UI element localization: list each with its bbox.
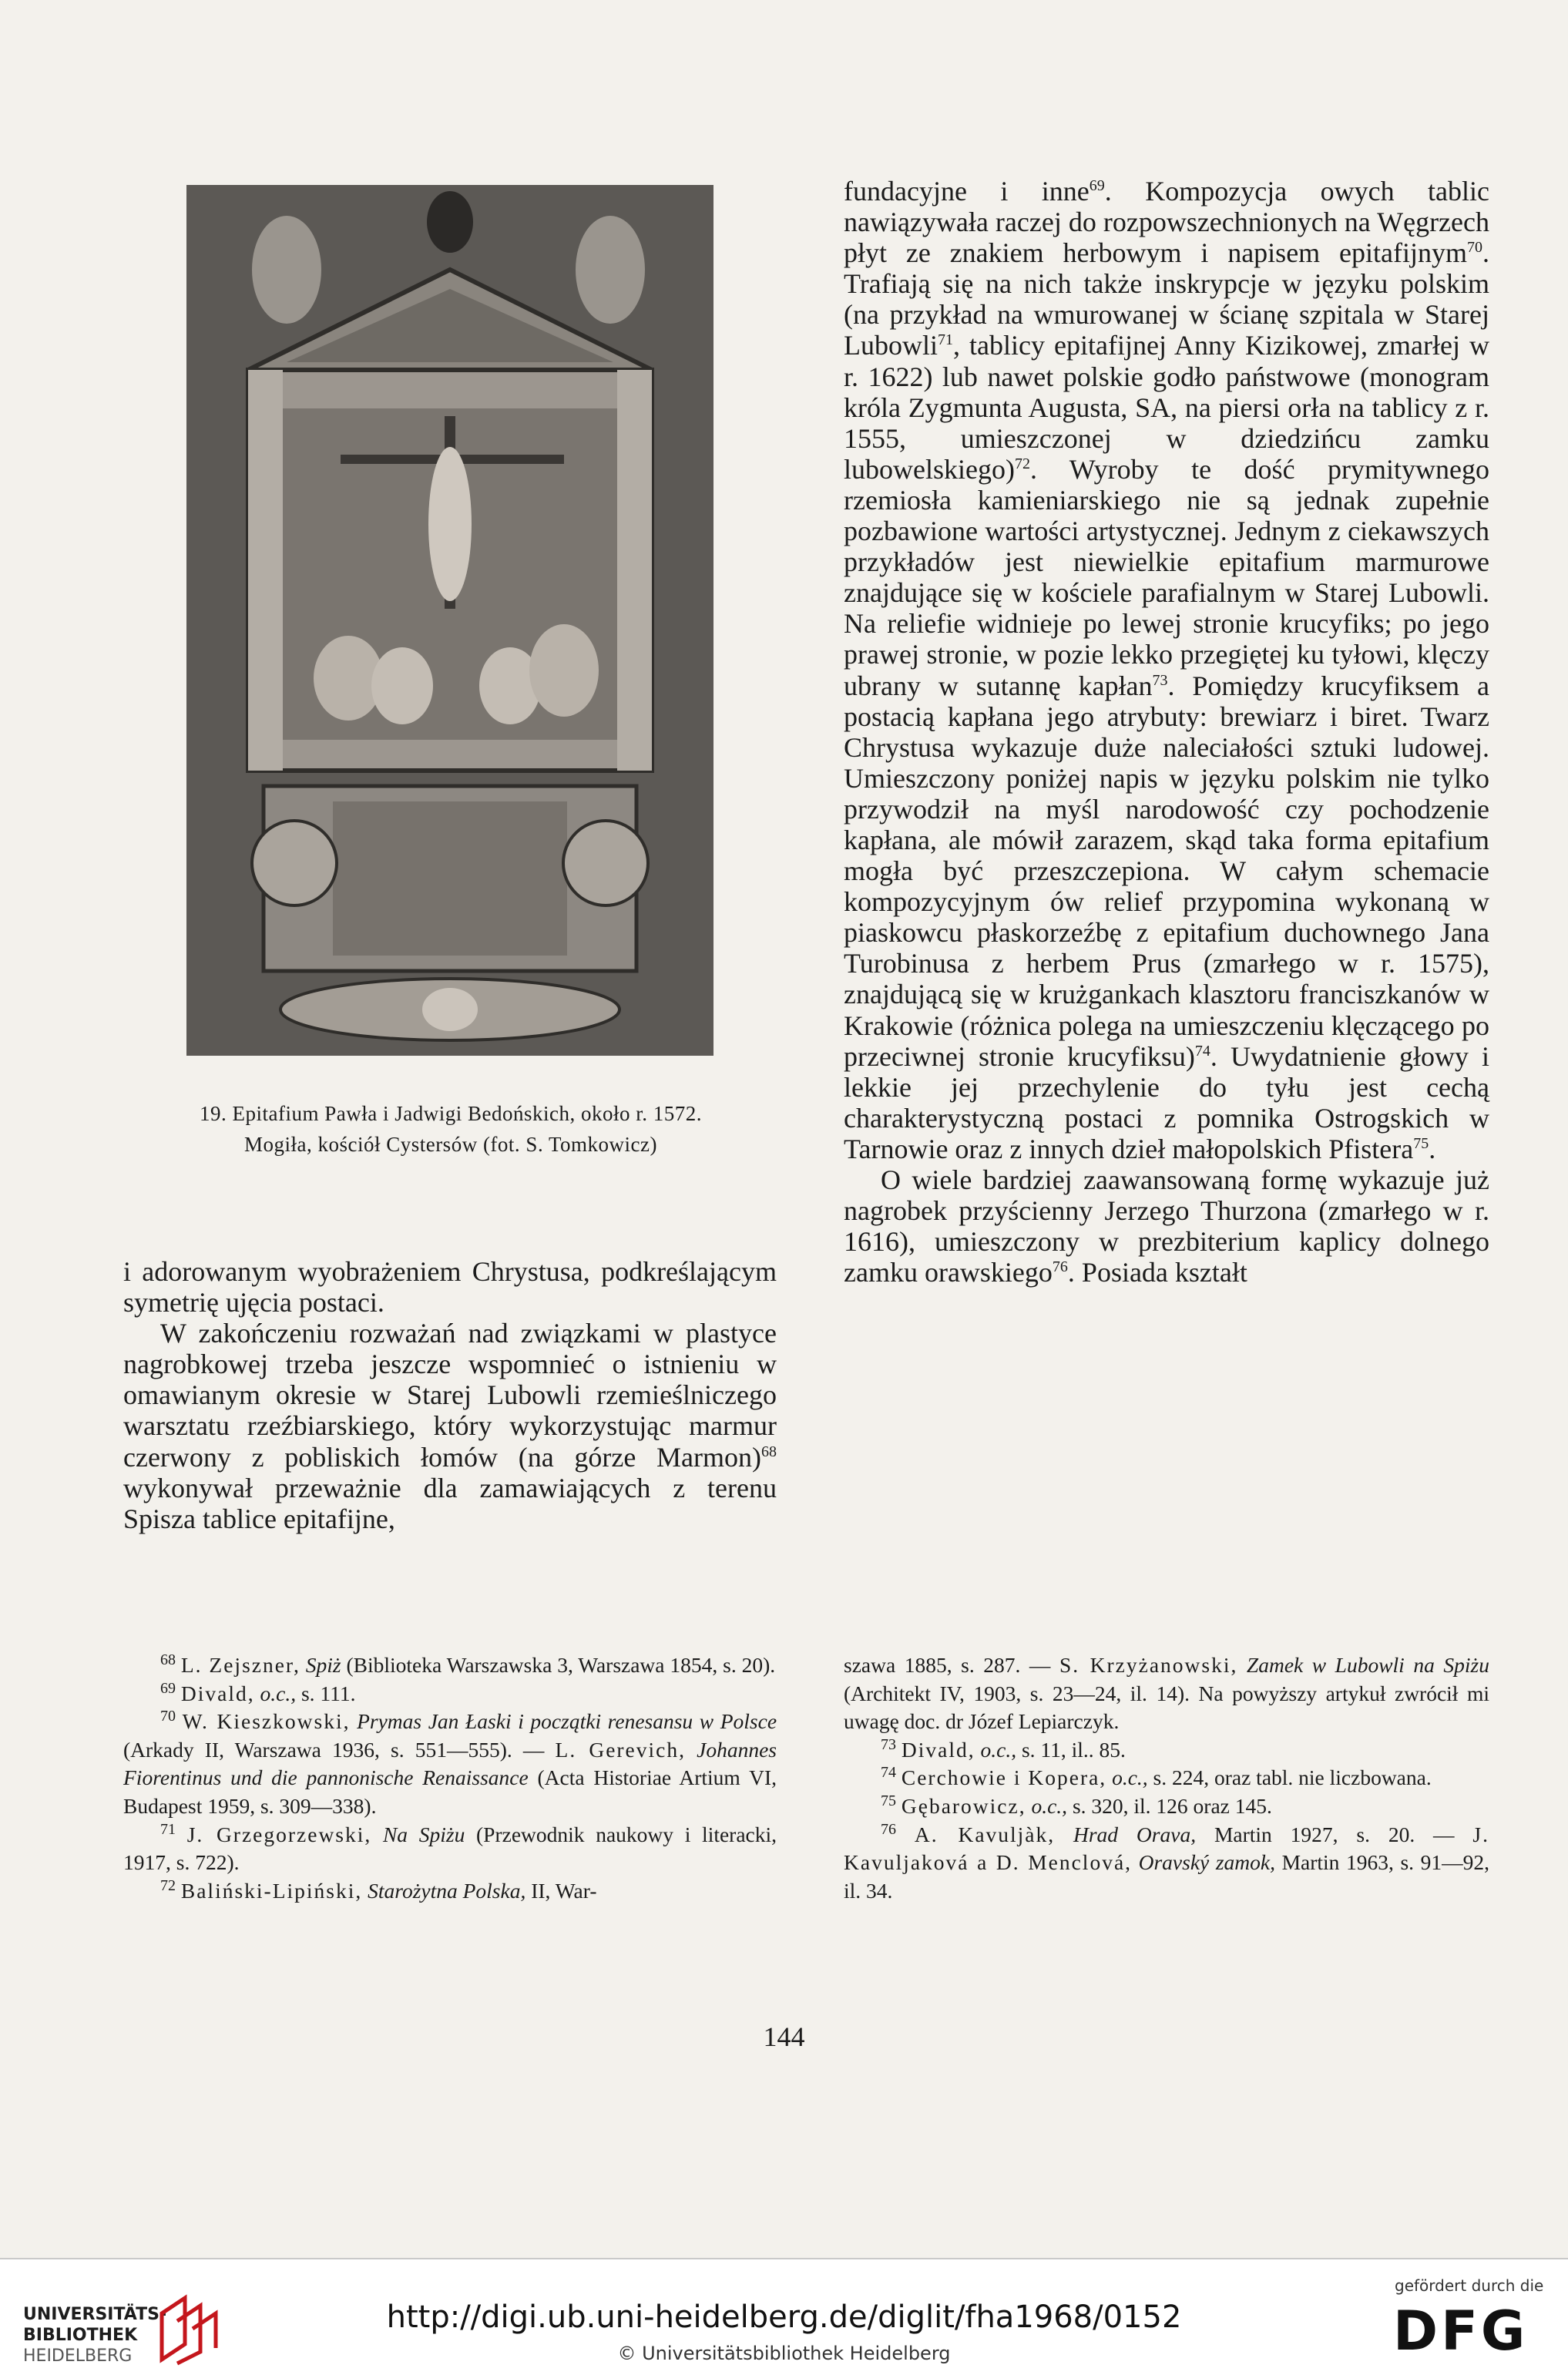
text-run: . Pomiędzy krucyfiksem a postacią kapłana jego atrybuty: brewiarz i biret. Twarz Chrystusa wykazuje duże naleciałości sztuki ludowej. Umieszczony poniżej napis w języku polskim nie tylko przywodził na myśl narodowość czy pochodzenie kapłana, ale mówił zarazem, skąd taka forma epitafium mogła być przeszczepiona. W całym schemacie kompozycyjnym ów relief przypomina wykonaną w piaskowcu płaskorzeźbę z epitafium duchownego Jana Turobinusa z herbem Prus (zmarłego w r. 1575), znajdującą się w krużgankach klasztoru franciszkanów w Krakowie (różnica polega na umieszczeniu klęczącego po przeciwnej stronie krucyfiksu) [844, 670, 1489, 1072]
title: Johannes Fiorentinus und die pannonische Renaissance [123, 1737, 777, 1790]
title: Oravský zamok, [1138, 1850, 1275, 1875]
title: o.c., [260, 1681, 297, 1705]
author: W. Kieszkowski, [182, 1709, 351, 1734]
text-run: s. 111. [296, 1681, 356, 1705]
text-run: szawa 1885, s. 287. — [844, 1653, 1059, 1677]
text-run: wykonywał przeważnie dla zamawiających z terenu Spisza tablice epitafijne, [123, 1472, 777, 1534]
figure-caption [123, 1098, 778, 1160]
text-run: Martin 1963, s. 91—92, il. 34. [844, 1850, 1489, 1903]
text-run: . Kompozycja owych tablic nawiązywała raczej do rozpowszechnionych na Węgrzech płyt ze znakiem herbowym i napisem epitafijnym [844, 176, 1489, 269]
text-run: . Trafiają się na nich także inskrypcje w języku polskim (na przykład na wmurowanej w ścianę szpitala w Starej Lubowli [844, 237, 1489, 361]
footnote-number: 70 [160, 1708, 176, 1725]
footnote-ref: 76 [1052, 1258, 1068, 1276]
paragraph: i adorowanym wyobrażeniem Chrystusa, podkreślającym symetrię ujęcia postaci. [123, 1256, 777, 1319]
left-column-text [123, 1256, 777, 1534]
footnote-73 [844, 1736, 1489, 1765]
library-name-line: UNIVERSITÄTS- [23, 2305, 167, 2324]
paragraph [123, 1318, 777, 1534]
author: L. Gerevich, [555, 1737, 686, 1762]
text-run: . Uwydatnienie głowy i lekkie jej przechylenie do tyłu jest cechą charakterystyczną postaci z pomnika Ostrogskich w Tarnowie oraz z innych dzieł małopolskich Pfistera [844, 1040, 1489, 1164]
footnote-number: 71 [160, 1820, 176, 1838]
epitaph-photograph [186, 185, 713, 1056]
text-run: (Biblioteka Warszawska 3, Warszawa 1854, s. 20). [341, 1653, 776, 1677]
text-run: . [1429, 1133, 1436, 1164]
title: Prymas Jan Łaski i początki renesansu w Polsce [357, 1709, 777, 1734]
text-run: (Przewodnik naukowy i literacki, 1917, s. 722). [123, 1822, 777, 1875]
footnote-number: 75 [881, 1792, 896, 1809]
author: J. Kavuljaková a D. Menclová, [844, 1822, 1489, 1875]
text-run: . Posiada kształt [1067, 1257, 1247, 1288]
footnote-76 [844, 1821, 1489, 1906]
author: Cerchowie i Kopera, [901, 1765, 1107, 1790]
author: Divald, [180, 1681, 255, 1705]
title: Hrad Orava, [1073, 1822, 1197, 1846]
title: o.c., [1031, 1793, 1068, 1818]
footnote-72 [123, 1877, 777, 1906]
title: Na Spiżu [382, 1822, 465, 1846]
text-run: (Arkady II, Warszawa 1936, s. 551—555). — [123, 1737, 556, 1762]
dfg-logo: DFG [1393, 2299, 1529, 2363]
library-name-line: BIBLIOTHEK [23, 2326, 138, 2345]
text-run: s. 320, il. 126 oraz 145. [1067, 1793, 1272, 1818]
footnote-ref: 69 [1089, 177, 1105, 194]
footnote-75 [844, 1792, 1489, 1821]
caption-line-1: 19. Epitafium Pawła i Jadwigi Bedońskich, około r. 1572. [200, 1102, 702, 1125]
footnote-ref: 68 [761, 1443, 777, 1460]
copyright-notice: © Universitätsbibliothek Heidelberg [617, 2343, 951, 2364]
author: J. Grzegorzewski, [186, 1822, 372, 1846]
footnote-ref: 73 [1152, 671, 1168, 689]
text-run: s. 224, oraz tabl. nie liczbowana. [1147, 1765, 1432, 1790]
footnote-number: 68 [160, 1651, 176, 1668]
text-run: II, War- [525, 1878, 597, 1903]
author: Baliński-Lipiński, [180, 1878, 363, 1903]
title: o.c., [1112, 1765, 1148, 1790]
author: Gębarowicz, [901, 1793, 1026, 1818]
text-run: O wiele bardziej zaawansowaną formę wykazuje już nagrobek przyścienny Jerzego Thurzona (zmarłego w r. 1616), umieszczony w prezbiterium kaplicy dolnego zamku orawskiego [844, 1164, 1489, 1288]
footnote-69 [123, 1680, 777, 1708]
text-run: (Architekt IV, 1903, s. 23—24, il. 14). Na powyższy artykuł zwrócił mi uwagę doc. dr Józef Lepiarczyk. [844, 1681, 1489, 1734]
author: A. Kavuljàk, [914, 1822, 1056, 1846]
footnote-ref: 72 [1014, 455, 1030, 472]
title: Zamek w Lubowli na Spiżu [1246, 1653, 1489, 1677]
right-column-text [844, 176, 1489, 1288]
text-run: (Acta Historiae Artium VI, Budapest 1959, s. 309—338). [123, 1765, 777, 1818]
funding-caption: gefördert durch die [1395, 2276, 1544, 2295]
author: L. Zejszner, [180, 1653, 301, 1677]
epitaph-relief-image [186, 185, 713, 1056]
footnote-ref: 75 [1413, 1134, 1429, 1152]
text-run: , tablicy epitafijnej Anny Kizikowej, zmarłej w r. 1622) lub nawet polskie godło państwowe (monogram króla Zygmunta Augusta, SA, na piersi orła na tablicy z r. 1555, umieszczonej w dziedzińcu zamku lubowelskiego) [844, 330, 1489, 485]
text-run: Martin 1927, s. 20. — [1196, 1822, 1473, 1846]
text-run: . Wyroby te dość prymitywnego rzemiosła kamieniarskiego nie są jednak zupełnie pozbawione wartości artystycznej. Jednym z ciekawszych przykładów jest niewielkie epitafium marmurowe znajdujące się w kościele parafialnym w Starej Lubowli. Na reliefie widnieje po lewej stronie krucyfiks; po jego prawej stronie, w pozie lekko przegiętej ku tyłowi, klęczy ubrany w sutannę kapłan [844, 453, 1489, 701]
footnote-74 [844, 1764, 1489, 1792]
digitization-footer [0, 2258, 1568, 2375]
footnote-ref: 70 [1467, 239, 1482, 257]
footnote-ref: 74 [1194, 1042, 1210, 1060]
paragraph [844, 176, 1489, 1164]
footnotes-right [844, 1651, 1489, 1905]
author: Divald, [901, 1737, 975, 1762]
paragraph [844, 1164, 1489, 1288]
footnote-number: 74 [881, 1764, 896, 1782]
footnote-number: 73 [881, 1735, 896, 1753]
title: Spiż [305, 1653, 341, 1677]
page-number: 144 [763, 2021, 805, 2052]
footnote-71 [123, 1821, 777, 1877]
text-run: s. 11, il.. 85. [1016, 1737, 1126, 1762]
title: o.c., [980, 1737, 1017, 1762]
footnote-number: 69 [160, 1679, 176, 1697]
text-run: W zakończeniu rozważań nad związkami w plastyce nagrobkowej trzeba jeszcze wspomnieć o istnieniu w omawianym okresie w Starej Lubowli rzemieślniczego warsztatu rzeźbiarskiego, który wykorzystując marmur czerwony z pobliskich łomów (na górze Marmon) [123, 1318, 777, 1473]
caption-line-2: Mogiła, kościół Cystersów (fot. S. Tomkowicz) [243, 1133, 658, 1156]
footnotes-left [123, 1651, 777, 1905]
footnote-68 [123, 1651, 777, 1680]
footnote-70 [123, 1708, 777, 1820]
permalink-url[interactable]: http://digi.ub.uni-heidelberg.de/diglit/fha1968/0152 [386, 2299, 1182, 2335]
author: S. Krzyżanowski, [1059, 1653, 1238, 1677]
library-name-line: HEIDELBERG [23, 2346, 133, 2366]
footnote-72-continued [844, 1651, 1489, 1736]
text-run: fundacyjne i inne [844, 176, 1090, 207]
footnote-number: 72 [160, 1876, 176, 1894]
title: Starożytna Polska, [368, 1878, 526, 1903]
footnote-number: 76 [881, 1820, 896, 1838]
footnote-ref: 71 [938, 331, 953, 349]
